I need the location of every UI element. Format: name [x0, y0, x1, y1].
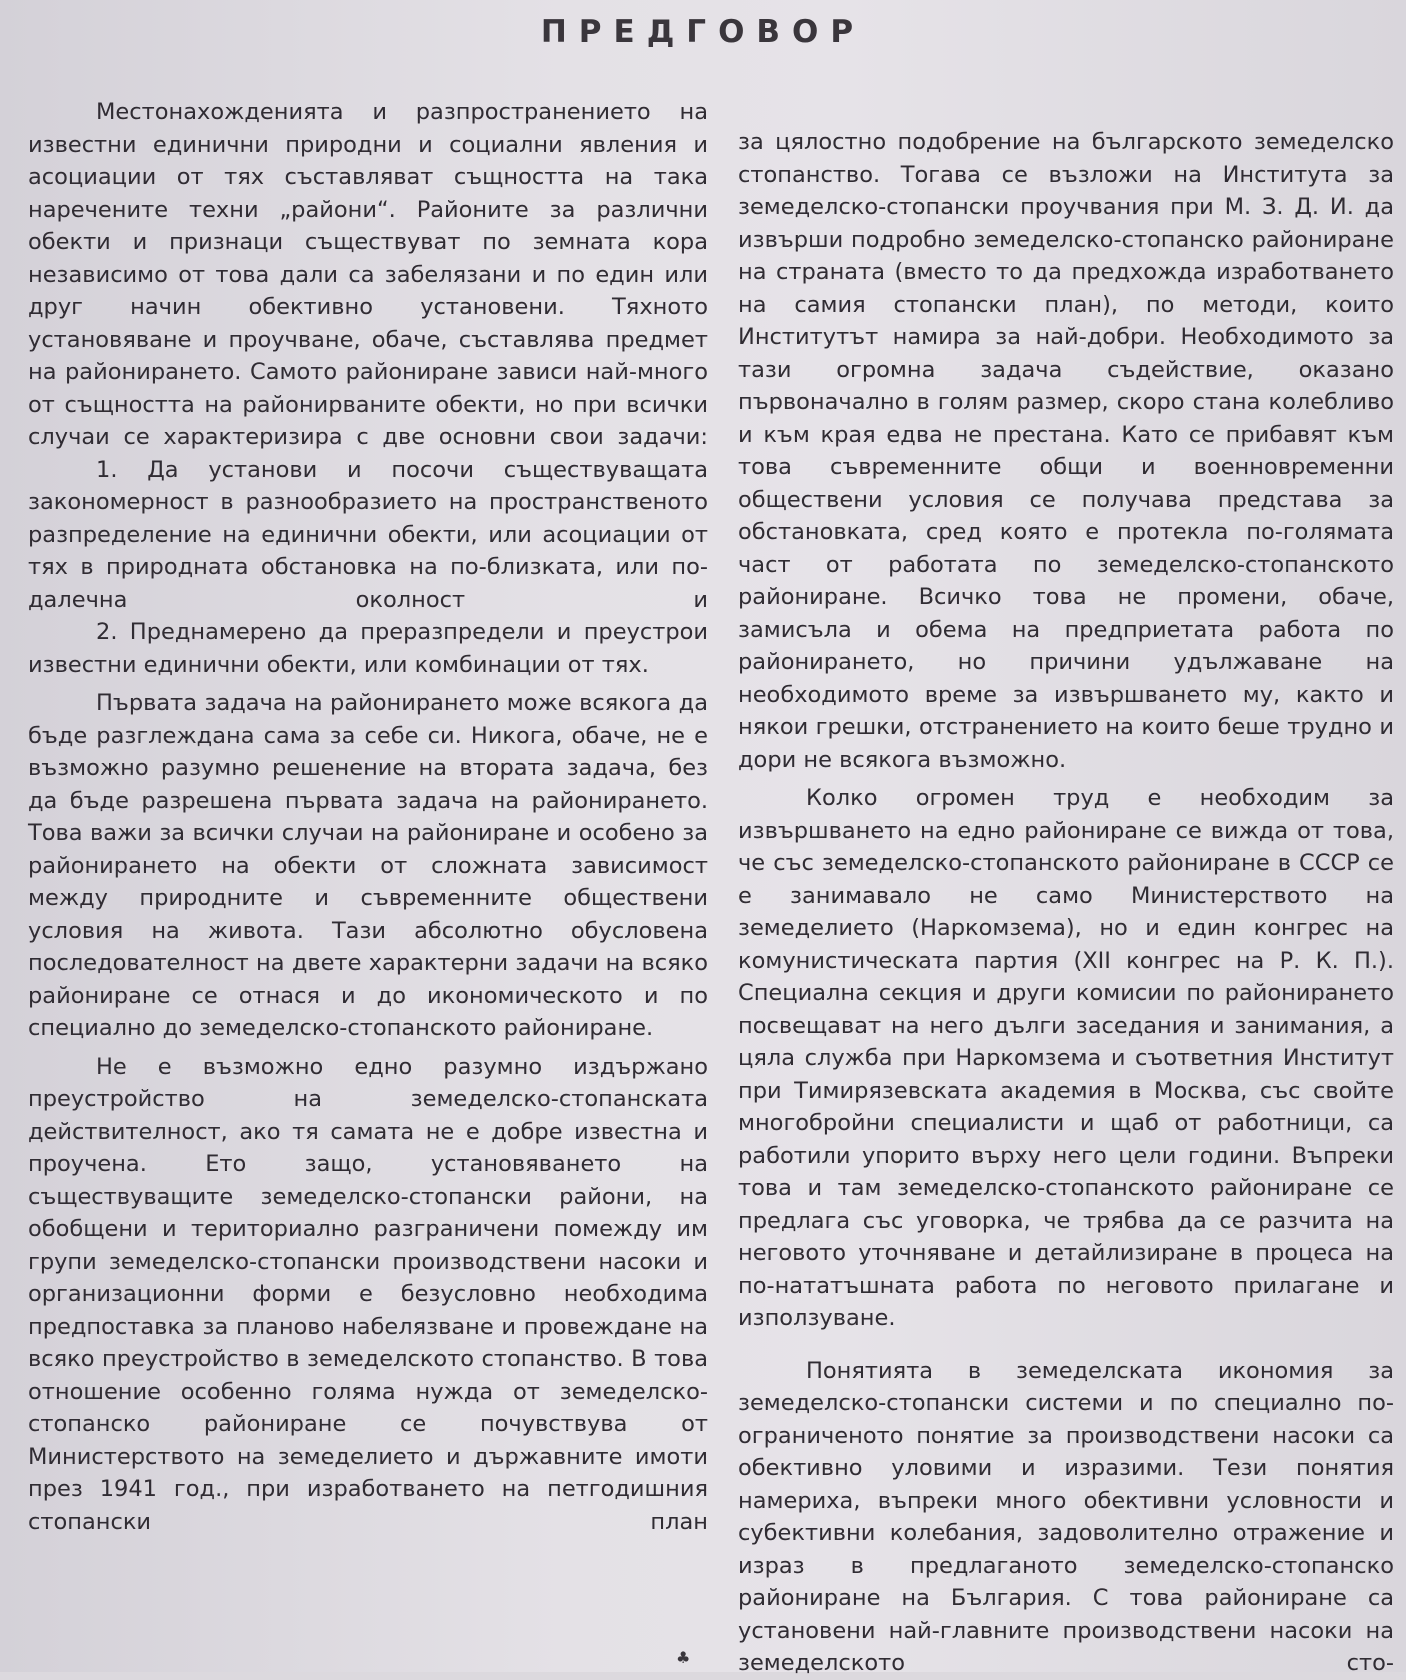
paragraph: Понятията в земеделската икономия за земеделско-стопански системи и по специално по-ограниченото понятие за производствени насоки са обективно уловими и изразими. Тези понятия намериха, въпреки много обективни условности и субективни колебания, задоволително отражение и израз в предлаганото земеделско-стопанско райониране на България. С това райониране са установени най-главните производствени насоки на земеделското сто-: [738, 1357, 1394, 1676]
paragraph: Колко огромен труд е необходим за извършването на едно райониране се вижда от това, че със земеделско-стопанското райониране в СССР се е занимавало не само Министерството на земеделието (Наркомзема), но и един конгрес на комунистическата партия (XII конгрес на Р. К. П.). Специална секция и други комисии по районирането посвещават на него дълги заседания и занимания, а цяла служба при Наркомзема и съответния Институт при Тимирязевската академия в Москва, със свойте многобройни специалисти и щаб от работници, са работили упорито върху него цели години. Въпреки това и там земеделско-стопанското райониране се предлага със уговорка, че трябва да се разчита на неговото уточняване и детайлизиране в процеса на по-нататъшната работа по неговото прилагане и използуване.: [738, 785, 1394, 1331]
left-column: [28, 96, 708, 1538]
paragraph: Местонахожденията и разпространението на известни единични природни и социални явления и асоциации от тях съставляват същността на така наречените техни „райони“. Районите за различни обекти и признаци съществуват по земната кора независимо от това дали са забелязани и по един или друг начин обективно установени. Тяхното установяване и проучване, обаче, съставлява предмет на районирането. Самото райониране зависи най-много от същността на районирваните обекти, но при всички случаи се характеризира с две основни свои задачи:: [28, 99, 708, 450]
paragraph: за цялостно подобрение на българското земеделско стопанство. Тогава се възложи на Института за земеделско-стопански проучвания при М. З. Д. И. да извърши подробно земеделско-стопанско райониране на страната (вместо то да предхожда изработването на самия стопански план), по методи, които Институтът намира за най-добри. Необходимото за тази огромна задача съдействие, оказано първоначално в голям размер, скоро стана колебливо и към края едва не престана. Като се прибавят към това съвременните общи и военновременни обществени условия се получава представа за обстановката, сред която е протекла по-голямата част от работата по земеделско-стопанското райониране. Всичко това не промени, обаче, замисъла и обема на предприетата работа по районирането, но причини удължаване на необходимото време за извършването му, както и някои грешки, отстранението на които беше трудно и дори не всякога възможно.: [738, 129, 1394, 773]
list-item: 1. Да установи и посочи съществуващата закономерност в разнообразието на пространственото разпределение на единични обекти, или асоциации от тях в природната обстановка на по-близката, или по-далечна околност и: [28, 456, 708, 613]
page-title: ПРЕДГОВОР: [540, 14, 866, 50]
list-item: 2. Преднамерено да преразпредели и преустрои известни единични обекти, или комбинации от тях.: [28, 619, 708, 678]
right-column: [738, 126, 1394, 1680]
page-ornament-icon: ♣: [676, 1648, 691, 1667]
paragraph: Първата задача на районирането може всякога да бъде разглеждана сама за себе си. Никога, обаче, не е възможно разумно решенение на втората задача, без да бъде разрешена първата задача на районирането. Това важи за всички случаи на райониране и особено за районирането на обекти от сложната зависимост между природните и съвременните обществени условия на живота. Тази абсолютно обусловена последователност на двете характерни задачи на всяко райониране се отнася и до икономическото и по специално до земеделско-стопанското райониране.: [28, 690, 708, 1041]
paragraph: Не е възможно едно разумно издържано преустройство на земеделско-стопанската действителност, ако тя самата не е добре известна и проучена. Ето защо, установяването на съществуващите земеделско-стопански райони, на обобщени и териториално разграничени помежду им групи земеделско-стопански производствени насоки и организационни форми е безусловно необходима предпоставка за планово набелязване и провеждане на всяко преустройство в земеделското стопанство. В това отношение особенно голяма нужда от земеделско-стопанско райониране се почувствува от Министерството на земеделието и държавните имоти през 1941 год., при изработването на петгодишния стопански план: [28, 1053, 708, 1535]
